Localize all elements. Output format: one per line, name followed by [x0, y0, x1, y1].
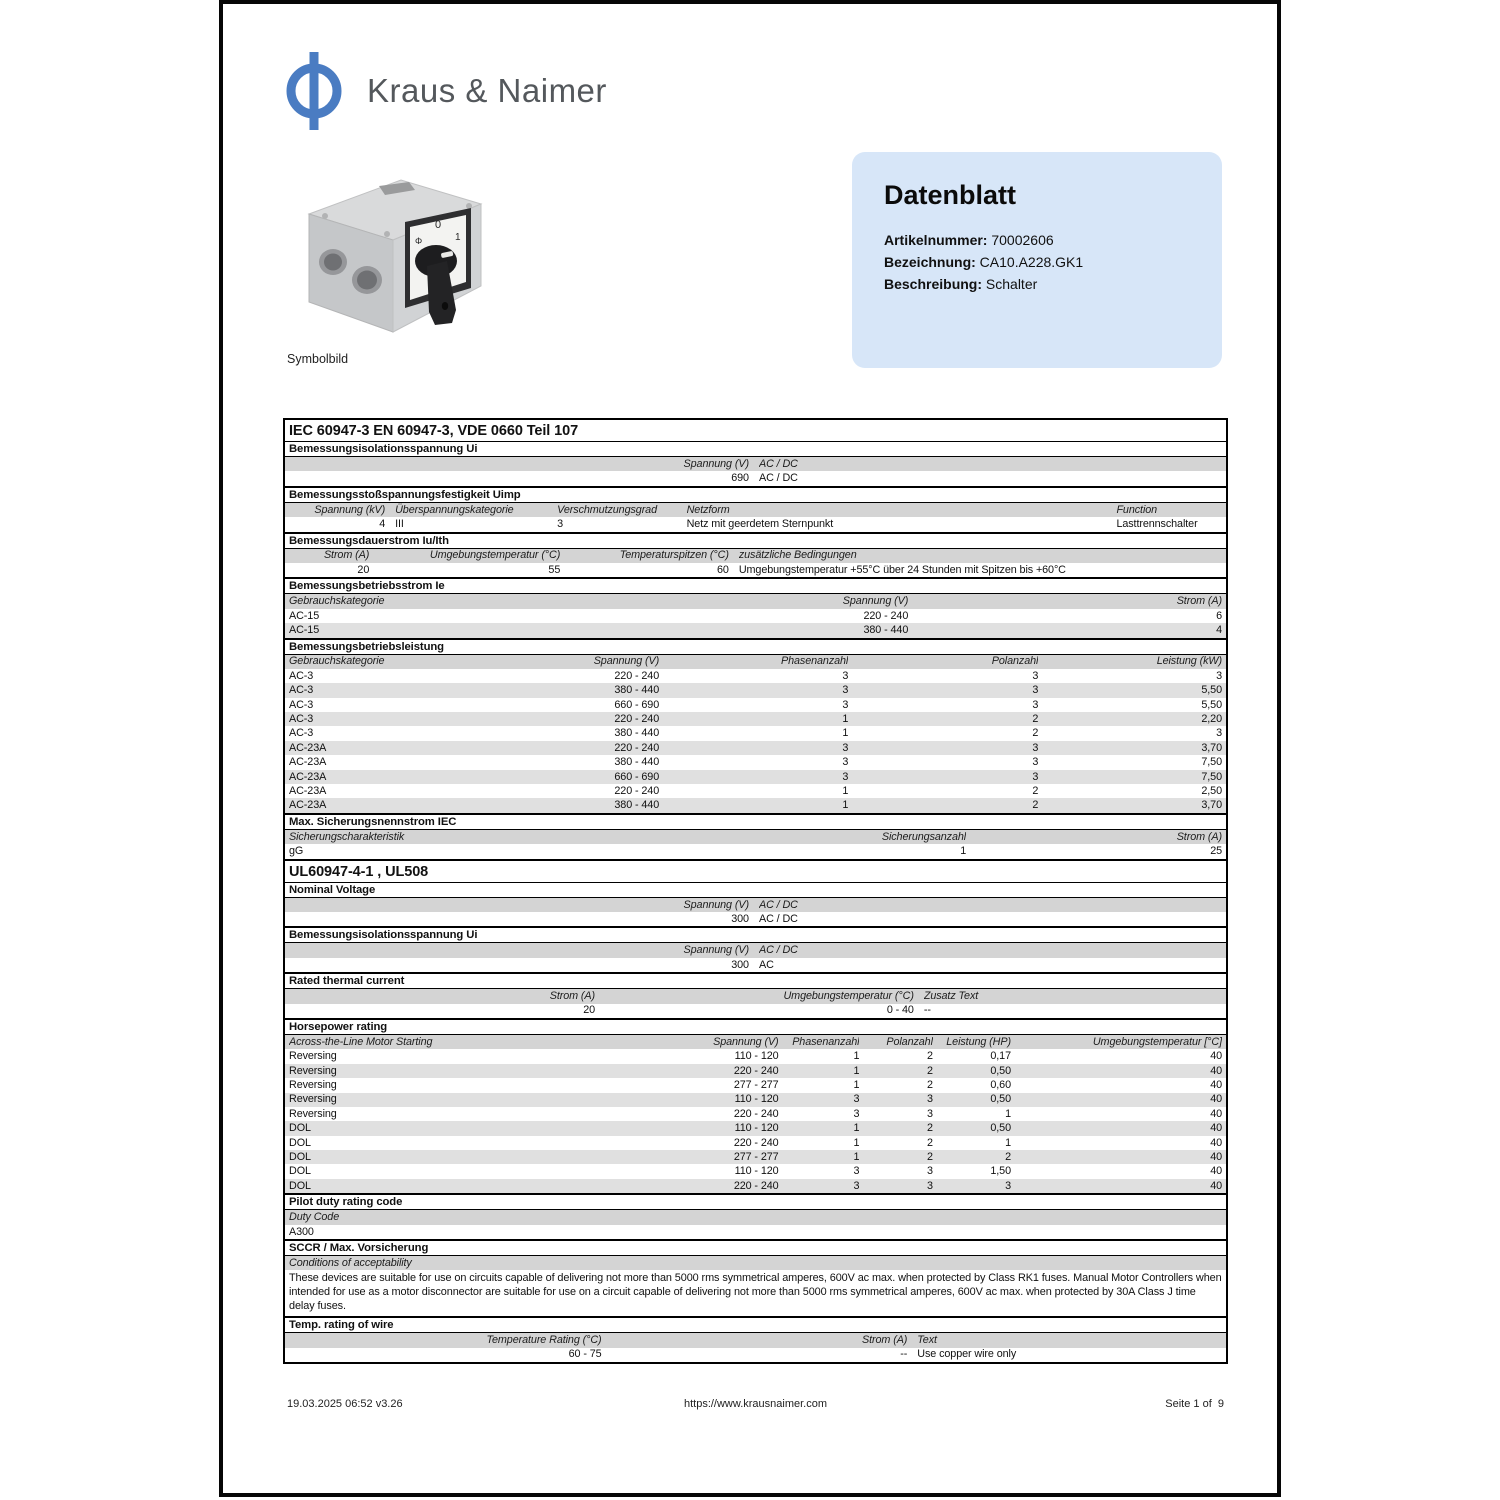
- value-cell: A300: [289, 1225, 314, 1238]
- header-cell: Strom (A): [549, 990, 596, 1003]
- value-cell: --: [900, 1348, 908, 1361]
- value-cell: 5,50: [1201, 698, 1222, 711]
- table-row: [285, 1049, 1226, 1063]
- header-cell: AC / DC: [758, 944, 798, 957]
- symbol-caption: Symbolbild: [287, 352, 349, 366]
- table-row: [285, 912, 1226, 926]
- value-cell: 300: [731, 958, 749, 971]
- header-cell: zusätzliche Bedingungen: [738, 549, 857, 562]
- leistung-rows: [285, 669, 1226, 813]
- table-row: [285, 1107, 1226, 1121]
- section-nominal-title: Nominal Voltage: [285, 883, 1226, 898]
- column-header-row: [285, 1256, 1226, 1270]
- column-header-row: [285, 898, 1226, 912]
- value-cell: 1: [853, 1122, 860, 1135]
- header-cell: Umgebungstemperatur [°C]: [1092, 1035, 1222, 1048]
- table-row: [285, 798, 1226, 812]
- value-cell: 60 - 75: [568, 1348, 602, 1361]
- table-row: [285, 1078, 1226, 1092]
- value-cell: 3: [842, 756, 849, 769]
- value-cell: III: [395, 518, 404, 531]
- info-field: [884, 273, 1190, 295]
- table-row: [285, 726, 1226, 740]
- header-cell: Spannung (V): [842, 595, 909, 608]
- value-cell: 110 - 120: [734, 1050, 779, 1063]
- info-title: Datenblatt: [884, 180, 1017, 210]
- section-ie-title: Bemessungsbetriebsstrom Ie: [285, 577, 1226, 594]
- column-header-row: [285, 943, 1226, 957]
- switch-illustration-icon: [283, 160, 493, 350]
- table-row: [285, 609, 1226, 623]
- header-cell: AC / DC: [758, 457, 798, 470]
- column-header-row: [285, 457, 1226, 471]
- value-cell: Reversing: [289, 1050, 337, 1063]
- value-cell: 110 - 120: [734, 1165, 779, 1178]
- header-cell: Polanzahl: [886, 1035, 933, 1048]
- header-cell: Spannung (V): [713, 1035, 779, 1048]
- column-header-row: [285, 503, 1226, 517]
- value-cell: 40: [1210, 1050, 1222, 1063]
- section-ui2-title: Bemessungsisolationsspannung Ui: [285, 926, 1226, 943]
- value-cell: 1: [842, 727, 849, 740]
- header-cell: Spannung (V): [683, 944, 749, 957]
- header-cell: Leistung (kW): [1156, 655, 1222, 668]
- value-cell: 220 - 240: [733, 1179, 779, 1192]
- value-cell: 2: [1032, 727, 1039, 740]
- value-cell: 1: [842, 784, 849, 797]
- value-cell: 2: [1005, 1150, 1011, 1163]
- column-header-row: [285, 1333, 1226, 1347]
- header-cell: Polanzahl: [991, 655, 1039, 668]
- value-cell: 3: [842, 684, 849, 697]
- value-cell: 220 - 240: [614, 669, 660, 682]
- header-cell: Sicherungsanzahl: [881, 830, 967, 843]
- value-cell: 40: [1210, 1150, 1222, 1163]
- header-cell: Gebrauchskategorie: [289, 655, 385, 668]
- product-image: [283, 160, 493, 350]
- value-cell: 220 - 240: [614, 741, 660, 754]
- value-cell: 3: [1032, 669, 1039, 682]
- value-cell: 3: [853, 1179, 860, 1192]
- header-cell: Strom (A): [862, 1334, 908, 1347]
- info-field-value: CA10.A228.GK1: [979, 254, 1084, 270]
- value-cell: 3: [1216, 669, 1222, 682]
- value-cell: 220 - 240: [614, 784, 660, 797]
- value-cell: 1: [842, 799, 849, 812]
- value-cell: 690: [731, 472, 749, 485]
- svg-text:1: 1: [455, 232, 461, 243]
- header-cell: Duty Code: [289, 1211, 340, 1224]
- table-row: [285, 1150, 1226, 1164]
- value-cell: 3: [1032, 756, 1039, 769]
- value-cell: 277 - 277: [733, 1079, 779, 1092]
- value-cell: 3: [842, 770, 849, 783]
- value-cell: 40: [1210, 1165, 1222, 1178]
- value-cell: 300: [731, 912, 749, 925]
- value-cell: DOL: [289, 1179, 311, 1192]
- table-row: [285, 741, 1226, 755]
- value-cell: 1,50: [990, 1165, 1011, 1178]
- value-cell: 3: [842, 698, 849, 711]
- value-cell: 220 - 240: [614, 712, 660, 725]
- header-cell: Überspannungskategorie: [395, 503, 514, 516]
- value-cell: 380 - 440: [863, 624, 909, 637]
- value-cell: AC-3: [289, 669, 314, 682]
- value-cell: 40: [1210, 1122, 1222, 1135]
- phi-logo-icon: [283, 50, 345, 132]
- footer-timestamp: 19.03.2025 06:52 v3.26: [287, 1398, 403, 1410]
- value-cell: 220 - 240: [733, 1064, 779, 1077]
- value-cell: 4: [379, 518, 386, 531]
- header-cell: Zusatz Text: [923, 990, 979, 1003]
- column-header-row: [285, 655, 1226, 669]
- value-cell: 3: [1005, 1179, 1011, 1192]
- value-cell: 1: [1005, 1136, 1011, 1149]
- header-cell: Netzform: [686, 503, 730, 516]
- header-cell: AC / DC: [758, 898, 798, 911]
- table-row: [285, 1121, 1226, 1135]
- value-cell: 3: [842, 669, 849, 682]
- value-cell: 0,50: [990, 1093, 1011, 1106]
- value-cell: 660 - 690: [614, 698, 660, 711]
- page-footer: [283, 1398, 1228, 1414]
- info-field-label: Beschreibung:: [884, 276, 983, 292]
- value-cell: AC: [758, 958, 774, 971]
- info-field-value: 70002606: [991, 232, 1054, 248]
- value-cell: 2,20: [1201, 712, 1222, 725]
- column-header-row: [285, 830, 1226, 844]
- value-cell: 40: [1210, 1064, 1222, 1077]
- value-cell: 380 - 440: [614, 727, 660, 740]
- table-row: [285, 1164, 1226, 1178]
- header-cell: Temperaturspitzen (°C): [619, 549, 729, 562]
- info-field-value: Schalter: [985, 276, 1038, 292]
- value-cell: 40: [1210, 1179, 1222, 1192]
- hp-rows: [285, 1049, 1226, 1193]
- iec-standard-title: IEC 60947-3 EN 60947-3, VDE 0660 Teil 107: [285, 420, 1226, 442]
- header-cell: Umgebungstemperatur (°C): [783, 990, 914, 1003]
- value-cell: 220 - 240: [733, 1136, 779, 1149]
- footer-url[interactable]: https://www.krausnaimer.com: [683, 1398, 828, 1410]
- value-cell: 660 - 690: [614, 770, 660, 783]
- spec-table: [283, 418, 1228, 1364]
- section-hp-title: Horsepower rating: [285, 1018, 1226, 1035]
- value-cell: 3: [842, 741, 849, 754]
- header-cell: Text: [917, 1334, 937, 1347]
- table-row: [285, 712, 1226, 726]
- datasheet-page: [219, 0, 1281, 1497]
- value-cell: 5,50: [1201, 684, 1222, 697]
- value-cell: Umgebungstemperatur +55°C über 24 Stunden mit Spitzen bis +60°C: [738, 563, 1066, 576]
- table-row: [285, 1179, 1226, 1193]
- value-cell: Reversing: [289, 1107, 337, 1120]
- value-cell: Use copper wire only: [917, 1348, 1017, 1361]
- value-cell: AC-23A: [289, 741, 327, 754]
- value-cell: AC-3: [289, 684, 314, 697]
- value-cell: Netz mit geerdetem Sternpunkt: [686, 518, 834, 531]
- svg-text:0: 0: [435, 219, 442, 231]
- value-cell: 3: [853, 1107, 860, 1120]
- value-cell: 25: [1210, 845, 1222, 858]
- table-row: [285, 623, 1226, 637]
- value-cell: 0 - 40: [886, 1004, 914, 1017]
- value-cell: AC-3: [289, 712, 314, 725]
- value-cell: 3: [1032, 770, 1039, 783]
- value-cell: 3: [1032, 741, 1039, 754]
- table-row: [285, 563, 1226, 577]
- section-sicherung-title: Max. Sicherungsnennstrom IEC: [285, 813, 1226, 830]
- table-row: [285, 1225, 1226, 1239]
- value-cell: 3: [557, 518, 564, 531]
- value-cell: 3: [853, 1165, 860, 1178]
- table-row: [285, 669, 1226, 683]
- value-cell: 3,70: [1201, 741, 1222, 754]
- value-cell: 2,50: [1201, 784, 1222, 797]
- column-header-row: [285, 1210, 1226, 1224]
- value-cell: 40: [1210, 1093, 1222, 1106]
- value-cell: AC / DC: [758, 472, 798, 485]
- info-box: [852, 152, 1222, 368]
- info-fields: [884, 229, 1190, 295]
- table-row: [285, 1093, 1226, 1107]
- table-row: [285, 784, 1226, 798]
- section-uimp-title: Bemessungsstoßspannungsfestigkeit Uimp: [285, 486, 1226, 503]
- value-cell: 2: [926, 1136, 933, 1149]
- value-cell: 0,50: [990, 1122, 1011, 1135]
- header-cell: Phasenanzahl: [781, 655, 849, 668]
- value-cell: 0,60: [990, 1079, 1011, 1092]
- header-cell: Spannung (V): [593, 655, 660, 668]
- brand-name: Kraus & Naimer: [367, 72, 607, 109]
- value-cell: Reversing: [289, 1079, 337, 1092]
- value-cell: 2: [926, 1079, 933, 1092]
- column-header-row: [285, 1035, 1226, 1049]
- header-cell: Phasenanzahl: [792, 1035, 860, 1048]
- column-header-row: [285, 594, 1226, 608]
- value-cell: 110 - 120: [734, 1093, 779, 1106]
- table-row: [285, 1064, 1226, 1078]
- brand-logo: [283, 50, 607, 132]
- value-cell: AC-15: [289, 609, 320, 622]
- value-cell: 380 - 440: [614, 799, 660, 812]
- value-cell: DOL: [289, 1122, 311, 1135]
- sccr-conditions-text: These devices are suitable for use on circuits capable of delivering not more than 5000 rms symmetrical amperes, 600V ac max. when protected by Class RK1 fuses. Manual Motor Controllers when intended for use as a motor disconnector are suitable for use on a circuit capable of delivering not more than 5000 rms symmetrical amperes, 600V ac max. when protected by 30A Class J time delay fuses.: [289, 1272, 1222, 1312]
- value-cell: --: [923, 1004, 931, 1017]
- header-cell: Conditions of acceptability: [289, 1256, 412, 1269]
- section-ui1-title: Bemessungsisolationsspannung Ui: [285, 442, 1226, 457]
- value-cell: 2: [926, 1150, 933, 1163]
- value-cell: 3: [1032, 684, 1039, 697]
- value-cell: 3: [853, 1093, 860, 1106]
- value-cell: 1: [853, 1050, 860, 1063]
- value-cell: 40: [1210, 1107, 1222, 1120]
- value-cell: 277 - 277: [733, 1150, 779, 1163]
- value-cell: AC-3: [289, 698, 314, 711]
- table-row: [285, 471, 1226, 485]
- value-cell: Reversing: [289, 1093, 337, 1106]
- value-cell: 7,50: [1201, 756, 1222, 769]
- value-cell: 220 - 240: [733, 1107, 779, 1120]
- table-row: [285, 683, 1226, 697]
- value-cell: 1: [853, 1079, 860, 1092]
- table-row: [285, 755, 1226, 769]
- value-cell: 3,70: [1201, 799, 1222, 812]
- value-cell: 2: [926, 1050, 933, 1063]
- value-cell: 3: [926, 1107, 933, 1120]
- value-cell: 20: [357, 563, 370, 576]
- value-cell: 1: [853, 1064, 860, 1077]
- value-cell: 380 - 440: [614, 756, 660, 769]
- value-cell: AC-23A: [289, 799, 327, 812]
- value-cell: 3: [926, 1093, 933, 1106]
- header-cell: Spannung (V): [683, 457, 749, 470]
- value-cell: 2: [926, 1122, 933, 1135]
- value-cell: 1: [960, 845, 967, 858]
- header-cell: Temperature Rating (°C): [486, 1334, 602, 1347]
- value-cell: 3: [1032, 698, 1039, 711]
- value-cell: 2: [1032, 712, 1039, 725]
- value-cell: AC / DC: [758, 912, 798, 925]
- table-row: [285, 1004, 1226, 1018]
- table-row: [285, 770, 1226, 784]
- value-cell: AC-23A: [289, 784, 327, 797]
- section-sccr-title: SCCR / Max. Vorsicherung: [285, 1239, 1226, 1256]
- value-cell: 60: [717, 563, 729, 576]
- svg-text:Φ: Φ: [415, 236, 423, 246]
- value-cell: 1: [1005, 1107, 1011, 1120]
- info-field-label: Artikelnummer:: [884, 232, 988, 248]
- header-cell: Spannung (V): [683, 898, 749, 911]
- table-row: [285, 1136, 1226, 1150]
- value-cell: 220 - 240: [863, 609, 909, 622]
- value-cell: 0,50: [990, 1064, 1011, 1077]
- column-header-row: [285, 989, 1226, 1003]
- value-cell: DOL: [289, 1165, 311, 1178]
- info-field: [884, 229, 1190, 251]
- header-cell: Leistung (HP): [946, 1035, 1011, 1048]
- value-cell: 110 - 120: [734, 1122, 779, 1135]
- value-cell: Reversing: [289, 1064, 337, 1077]
- header-cell: Sicherungscharakteristik: [289, 830, 405, 843]
- value-cell: 3: [1216, 727, 1222, 740]
- table-row: [285, 1348, 1226, 1362]
- column-header-row: [285, 549, 1226, 563]
- section-wire-title: Temp. rating of wire: [285, 1316, 1226, 1333]
- value-cell: gG: [289, 845, 304, 858]
- table-row: [285, 844, 1226, 858]
- section-leistung-title: Bemessungsbetriebsleistung: [285, 638, 1226, 655]
- value-cell: DOL: [289, 1150, 311, 1163]
- value-cell: 40: [1210, 1079, 1222, 1092]
- value-cell: 7,50: [1201, 770, 1222, 783]
- table-row: [285, 958, 1226, 972]
- value-cell: 1: [853, 1150, 860, 1163]
- value-cell: 40: [1210, 1136, 1222, 1149]
- value-cell: 0,17: [990, 1050, 1011, 1063]
- value-cell: 1: [853, 1136, 860, 1149]
- header-cell: Strom (A): [1176, 595, 1222, 608]
- header-cell: Across-the-Line Motor Starting: [289, 1035, 433, 1048]
- value-cell: AC-15: [289, 624, 320, 637]
- value-cell: 3: [926, 1165, 933, 1178]
- value-cell: AC-23A: [289, 770, 327, 783]
- header-cell: Function: [1116, 503, 1158, 516]
- header-cell: Strom (A): [323, 549, 370, 562]
- table-row: [285, 517, 1226, 531]
- section-rtc-title: Rated thermal current: [285, 972, 1226, 989]
- info-field-label: Bezeichnung:: [884, 254, 976, 270]
- value-cell: 3: [926, 1179, 933, 1192]
- value-cell: 2: [1032, 784, 1039, 797]
- value-cell: 1: [842, 712, 849, 725]
- header-cell: Umgebungstemperatur (°C): [429, 549, 561, 562]
- value-cell: 6: [1216, 609, 1222, 622]
- header-cell: Gebrauchskategorie: [289, 595, 385, 608]
- value-cell: 2: [1032, 799, 1039, 812]
- info-field: [884, 251, 1190, 273]
- value-cell: 55: [548, 563, 561, 576]
- value-cell: AC-23A: [289, 756, 327, 769]
- value-cell: DOL: [289, 1136, 311, 1149]
- header-cell: Strom (A): [1176, 830, 1222, 843]
- value-cell: 20: [583, 1004, 596, 1017]
- ie-rows: [285, 609, 1226, 638]
- ul-standard-title: UL60947-4-1 , UL508: [285, 859, 1226, 883]
- footer-page-number: Seite 1 of 9: [1165, 1398, 1224, 1410]
- table-row: [285, 698, 1226, 712]
- value-cell: 4: [1216, 624, 1222, 637]
- value-cell: Lasttrennschalter: [1116, 518, 1198, 531]
- section-pilot-title: Pilot duty rating code: [285, 1193, 1226, 1210]
- value-cell: 2: [926, 1064, 933, 1077]
- header-cell: Verschmutzungsgrad: [557, 503, 657, 516]
- value-cell: 380 - 440: [614, 684, 660, 697]
- header-cell: Spannung (kV): [314, 503, 386, 516]
- section-iuith-title: Bemessungsdauerstrom Iu/Ith: [285, 532, 1226, 549]
- value-cell: AC-3: [289, 727, 314, 740]
